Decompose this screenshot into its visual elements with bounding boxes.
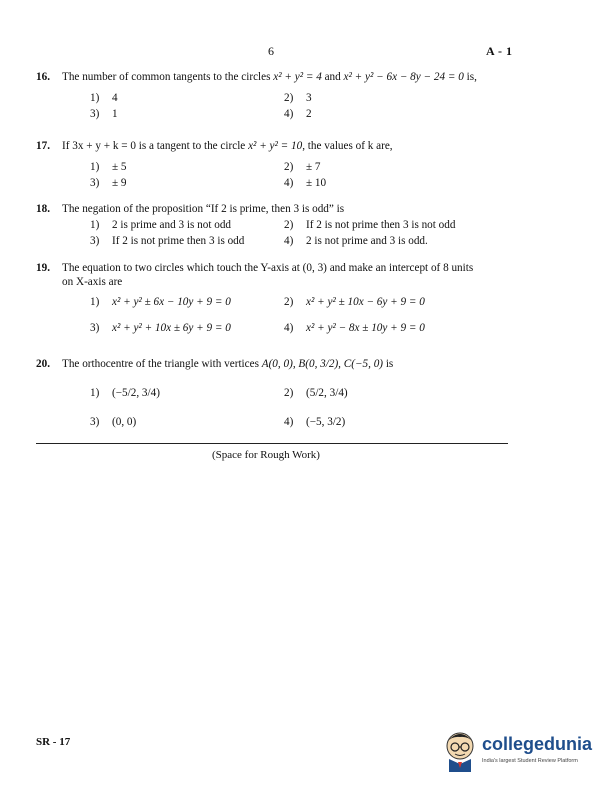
mascot-icon (440, 728, 480, 774)
option[interactable] (90, 322, 231, 334)
option-text: (−5, 3/2) (306, 416, 346, 428)
option[interactable] (90, 235, 244, 247)
option[interactable] (90, 296, 231, 308)
option-number: 4) (284, 235, 294, 247)
option[interactable] (90, 108, 118, 120)
logo-tagline: India's largest Student Review Platform (482, 758, 578, 764)
option-text: ± 9 (112, 177, 127, 189)
question-number: 20. (36, 358, 50, 370)
option[interactable] (284, 387, 348, 399)
paper-code: A - 1 (486, 44, 513, 58)
option-text: x² + y² + 10x ± 6y + 9 = 0 (112, 322, 231, 334)
option[interactable] (284, 296, 425, 308)
option-number: 2) (284, 92, 294, 104)
option-number: 3) (90, 177, 100, 189)
option[interactable] (90, 161, 127, 173)
option[interactable] (90, 219, 231, 231)
option[interactable] (284, 161, 321, 173)
question-number: 19. (36, 262, 50, 274)
option-text: x² + y² ± 6x − 10y + 9 = 0 (112, 296, 231, 308)
option[interactable] (284, 322, 425, 334)
option-number: 2) (284, 161, 294, 173)
vertices: A(0, 0), B(0, 3/2), C(−5, 0) (261, 358, 384, 370)
option-number: 4) (284, 416, 294, 428)
equation: x² + y² − 6x − 8y − 24 = 0 (343, 71, 464, 83)
option-text: (5/2, 3/4) (306, 387, 348, 399)
page-number: 6 (268, 44, 274, 58)
question-number: 18. (36, 203, 50, 215)
option-number: 3) (90, 108, 100, 120)
option-text: 2 is prime and 3 is not odd (112, 219, 232, 231)
option-text: ± 7 (306, 161, 321, 173)
option-number: 4) (284, 322, 294, 334)
rough-work-label: (Space for Rough Work) (212, 449, 320, 461)
option-number: 3) (90, 416, 100, 428)
option-number: 4) (284, 177, 294, 189)
option[interactable] (284, 92, 312, 104)
option[interactable] (284, 219, 455, 231)
question-19 (36, 261, 526, 289)
question-text-part: is, (463, 71, 477, 83)
option-number: 4) (284, 108, 294, 120)
question-number: 17. (36, 140, 50, 152)
question-text-part: , the values of k are, (302, 140, 393, 152)
question-number: 16. (36, 71, 50, 83)
series-code: SR - 17 (36, 736, 71, 748)
question-text-part: is (383, 358, 394, 370)
option-text: ± 5 (112, 161, 127, 173)
option[interactable] (284, 235, 428, 247)
option-number: 2) (284, 219, 294, 231)
logo-wordmark: collegedunia (482, 734, 593, 754)
option-text: 2 is not prime and 3 is odd. (306, 235, 428, 247)
question-text-part: The number of common tangents to the circles (62, 71, 274, 83)
option[interactable] (284, 177, 326, 189)
question-text-line-1: The equation to two circles which touch the Y-axis at (0, 3) and make an intercept of 8 units (62, 262, 474, 274)
option-number: 1) (90, 387, 100, 399)
option-number: 1) (90, 219, 100, 231)
question-text-part: If 3x + y + k = 0 is a tangent to the circle (62, 140, 249, 152)
option[interactable] (284, 416, 345, 428)
question-text (62, 357, 526, 371)
question-17 (36, 139, 526, 153)
option-text: 1 (112, 108, 118, 120)
option-text: (−5/2, 3/4) (112, 387, 160, 399)
question-text (62, 70, 526, 84)
question-18 (36, 202, 526, 216)
equation: x² + y² = 4 (273, 71, 322, 83)
question-text-line-2: on X-axis are (62, 276, 123, 288)
collegedunia-logo (440, 728, 600, 776)
option-number: 2) (284, 296, 294, 308)
question-text: The negation of the proposition “If 2 is prime, then 3 is odd” is (62, 203, 345, 215)
option[interactable] (90, 387, 160, 399)
option-text: 2 (306, 108, 312, 120)
option[interactable] (90, 416, 136, 428)
option-text: 3 (306, 92, 312, 104)
option-text: If 2 is not prime then 3 is odd (112, 235, 245, 247)
option-text: x² + y² ± 10x − 6y + 9 = 0 (306, 296, 425, 308)
option-text: If 2 is not prime then 3 is not odd (306, 219, 456, 231)
option-number: 3) (90, 235, 100, 247)
option-text: ± 10 (306, 177, 327, 189)
option[interactable] (284, 108, 312, 120)
option-number: 2) (284, 387, 294, 399)
question-text (62, 139, 526, 153)
option-number: 1) (90, 161, 100, 173)
option[interactable] (90, 177, 127, 189)
option-number: 3) (90, 322, 100, 334)
option-text: x² + y² − 8x ± 10y + 9 = 0 (306, 322, 425, 334)
option-number: 1) (90, 92, 100, 104)
divider (36, 443, 508, 444)
option-text: (0, 0) (112, 416, 137, 428)
equation: x² + y² = 10 (248, 140, 303, 152)
question-text-part: and (321, 71, 344, 83)
option-text: 4 (112, 92, 118, 104)
question-16 (36, 70, 526, 84)
question-20 (36, 357, 526, 371)
option[interactable] (90, 92, 118, 104)
question-text-part: The orthocentre of the triangle with vertices (62, 358, 262, 370)
option-number: 1) (90, 296, 100, 308)
